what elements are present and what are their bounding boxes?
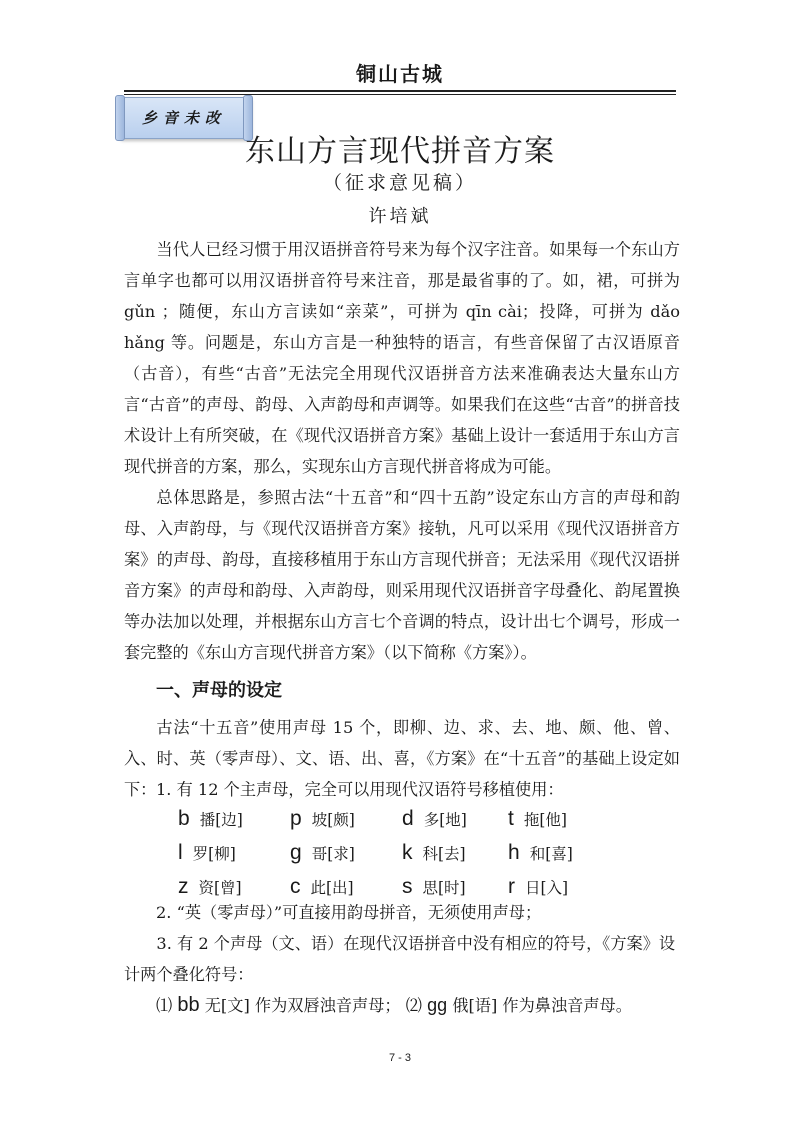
initial-cell [178, 836, 236, 870]
initial-symbol: bb [177, 994, 200, 1016]
list-item-overlay-initials: 3. 有 2 个声母（文、语）在现代汉语拼音中没有相应的符号，《方案》设计两个叠化符号： [124, 934, 676, 984]
initial-example: 多[地] [423, 811, 467, 829]
initial-example: 播[边] [199, 811, 243, 829]
initial-example: 罗[柳] [192, 845, 236, 863]
initial-cell [290, 836, 355, 870]
initial-symbol: g [290, 841, 302, 864]
initial-symbol: gg [427, 995, 448, 1015]
document-title: 东山方言现代拼音方案 [245, 134, 555, 169]
list-item-overlay-symbols [156, 990, 712, 1021]
initial-symbol: l [178, 841, 183, 864]
initial-example: 此[出] [310, 879, 354, 897]
paragraph-text: 总体思路是，参照古法“十五音”和“四十五韵”设定东山方言的声母和韵母、入声韵母，与《现代汉语拼音方案》接轨，凡可以采用《现代汉语拼音方案》的声母、韵母，直接移植用于东山方言现代拼音；无法采用《现代汉语拼音方案》的声母和韵母、入声韵母，则采用现代汉语拼音字母叠化、韵尾置换等办法加以处理，并根据东山方言七个音调的特点，设计出七个调号，形成一套完整的《东山方言现代拼音方案》（以下简称《方案》）。 [124, 488, 680, 662]
initial-symbol: k [402, 841, 413, 864]
initial-symbol: p [290, 807, 302, 830]
document-subtitle: （征求意见稿） [322, 172, 477, 194]
header-rule-thin [124, 94, 676, 95]
list-item-main-initials: 1. 有 12 个主声母，完全可以用现代汉语符号移植使用： [156, 780, 564, 799]
paragraph-text: 古法“十五音”使用声母 15 个，即柳、边、求、去、地、颇、他、曾、入、时、英（零声母）、文、语、出、喜，《方案》在“十五音”的基础上设定如下： [124, 718, 680, 799]
initial-example: 资[曾] [198, 879, 242, 897]
initial-example: 日[入] [525, 879, 569, 897]
initial-example: 哥[求] [311, 845, 355, 863]
initial-symbol: r [508, 875, 515, 898]
initial-symbol: h [508, 841, 520, 864]
initial-example: 坡[颇] [311, 811, 355, 829]
initial-symbol: d [402, 807, 414, 830]
initial-cell [178, 802, 243, 836]
enum-marker: ⑴ [156, 996, 173, 1015]
initial-symbol: b [178, 807, 190, 830]
initial-example: 科[去] [422, 845, 466, 863]
initial-cell [508, 836, 573, 870]
section-tag-label: 乡音未改 [141, 109, 226, 127]
header-title: 铜山古城 [356, 62, 444, 86]
page-number: 7 - 3 [388, 1052, 411, 1064]
document-author: 许培斌 [368, 206, 432, 227]
section-heading-initials: 一、声母的设定 [156, 680, 282, 701]
initial-cell [508, 802, 567, 836]
initial-cell [290, 802, 355, 836]
initial-example: 俄[语] 作为鼻浊音声母。 [452, 996, 632, 1015]
initial-example: 和[喜] [529, 845, 573, 863]
initials-table [178, 802, 598, 904]
initial-cell [402, 802, 467, 836]
paragraph-text: 当代人已经习惯于用汉语拼音符号来为每个汉字注音。如果每一个东山方言单字也都可以用汉语拼音符号来注音，那是最省事的了。如，裙，可拼为gǔn ；随便，东山方言读如“亲菜”，可拼为 qīn cài；投降，可拼为 dǎo hǎng 等。问题是，东山方言是一种独特的语言，有些音保留了古汉语原音（古音），有些“古音”无法完全用现代汉语拼音方法来准确表达大量东山方言“古音”的声母、韵母、入声韵母和声调等。如果我们在这些“古音”的拼音技术设计上有所突破，在《现代汉语拼音方案》基础上设计一套适用于东山方言现代拼音的方案，那么，实现东山方言现代拼音将成为可能。 [124, 240, 680, 476]
paragraph-intro [124, 234, 680, 482]
initial-symbol: s [402, 875, 413, 898]
initials-row [178, 836, 598, 870]
enum-marker: ⑵ [405, 996, 422, 1015]
initial-symbol: c [290, 875, 301, 898]
initial-cell [402, 836, 466, 870]
paragraph-approach [124, 482, 680, 668]
list-item-zero-initial: 2. “英（零声母）”可直接用韵母拼音，无须使用声母； [156, 903, 542, 922]
initial-example: 拖[他] [523, 811, 567, 829]
initial-symbol: t [508, 807, 514, 830]
header-rule [124, 90, 676, 92]
initial-example: 思[时] [422, 879, 466, 897]
initial-example: 无[文] 作为双唇浊音声母； [204, 996, 401, 1015]
initials-row [178, 802, 598, 836]
initial-symbol: z [178, 875, 189, 898]
